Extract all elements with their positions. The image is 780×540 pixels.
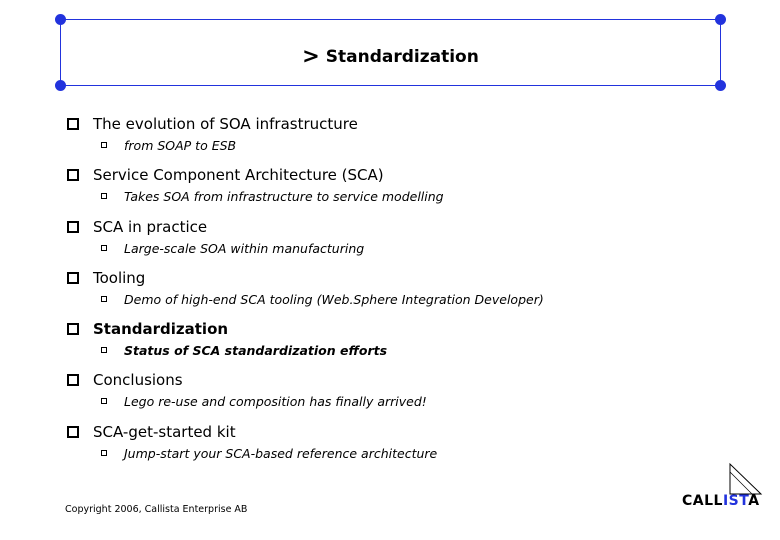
agenda-item-current — [67, 320, 707, 371]
agenda-item-subtext: Status of SCA standardization efforts — [124, 343, 388, 359]
agenda-item — [67, 166, 707, 217]
agenda-item-subtext: Takes SOA from infrastructure to service modelling — [124, 189, 444, 205]
agenda-item-label: Tooling — [93, 268, 146, 287]
agenda-item-subtext: Jump-start your SCA-based reference architecture — [124, 445, 438, 461]
small-square-bullet-icon — [101, 398, 107, 404]
logo-text-end: A — [748, 493, 760, 509]
square-bullet-icon — [67, 426, 79, 438]
logo-text-start: CALL — [682, 493, 723, 509]
small-square-bullet-icon — [101, 347, 107, 353]
slide-title-text: Standardization — [325, 47, 479, 67]
copyright-text: Copyright 2006, Callista Enterprise AB — [65, 504, 248, 515]
agenda-item — [67, 269, 707, 320]
agenda-item — [67, 218, 707, 269]
title-box-corner-top-left — [55, 14, 66, 25]
slide-title — [61, 44, 720, 68]
agenda-item-label: Standardization — [93, 320, 229, 339]
agenda-item-subtext: Demo of high-end SCA tooling (Web.Sphere Integration Developer) — [124, 291, 544, 307]
agenda-item — [67, 115, 707, 166]
agenda-item-label: Service Component Architecture (SCA) — [93, 166, 384, 185]
agenda-item-label: The evolution of SOA infrastructure — [93, 115, 358, 133]
title-box-corner-bottom-right — [715, 80, 726, 91]
title-box — [60, 19, 721, 86]
square-bullet-icon — [67, 272, 79, 284]
agenda-item-subtext: Large-scale SOA within manufacturing — [124, 240, 365, 256]
small-square-bullet-icon — [101, 142, 107, 148]
agenda-list — [67, 115, 707, 474]
square-bullet-icon — [67, 118, 79, 130]
square-bullet-icon — [67, 323, 79, 335]
agenda-item-subtext: from SOAP to ESB — [124, 138, 237, 153]
title-arrow-icon: > — [302, 44, 320, 68]
square-bullet-icon — [67, 374, 79, 386]
square-bullet-icon — [67, 221, 79, 233]
small-square-bullet-icon — [101, 450, 107, 456]
logo-text — [682, 493, 760, 509]
small-square-bullet-icon — [101, 245, 107, 251]
agenda-item-label: SCA-get-started kit — [93, 422, 236, 441]
agenda-item — [67, 423, 707, 474]
agenda-item-subtext: Lego re-use and composition has finally arrived! — [124, 394, 427, 410]
small-square-bullet-icon — [101, 193, 107, 199]
callista-logo — [680, 462, 770, 512]
agenda-item-label: Conclusions — [93, 371, 183, 390]
logo-text-highlight: IST — [722, 493, 749, 509]
agenda-item-label: SCA in practice — [93, 217, 208, 236]
title-box-corner-bottom-left — [55, 80, 66, 91]
agenda-item — [67, 371, 707, 422]
title-box-corner-top-right — [715, 14, 726, 25]
logo-triangle-icon — [728, 462, 764, 496]
small-square-bullet-icon — [101, 296, 107, 302]
square-bullet-icon — [67, 169, 79, 181]
